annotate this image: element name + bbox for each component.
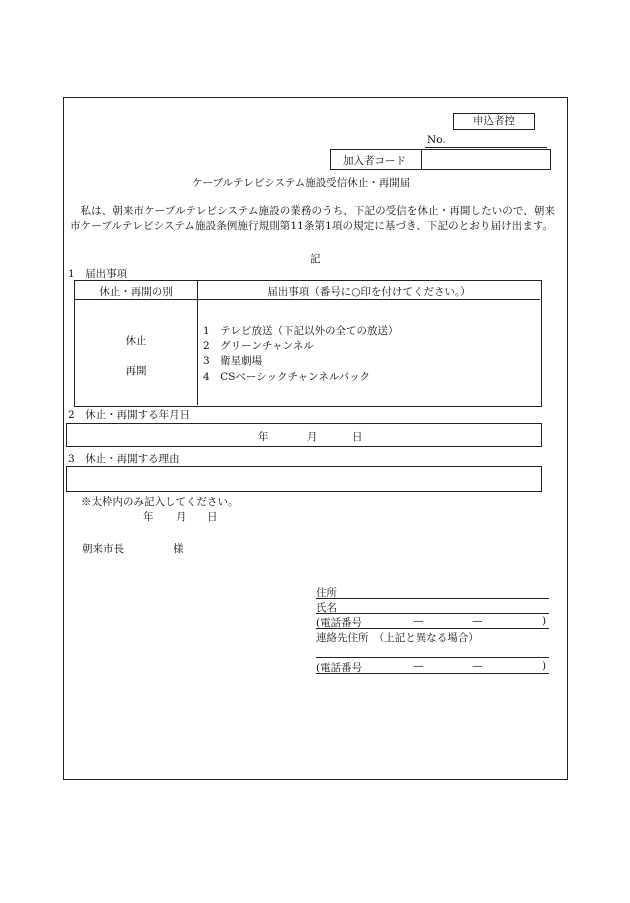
form-title: ケーブルテレビシステム施設受信休止・再開届	[192, 177, 411, 189]
date-field[interactable]	[66, 423, 542, 447]
subscriber-code-label: 加入者コード	[343, 155, 406, 167]
addressee-name: 朝来市長	[82, 543, 124, 555]
phone-dash-1: —	[413, 615, 424, 627]
subscriber-code-box	[330, 149, 551, 170]
applicant-copy-label: 申込者控	[473, 115, 515, 127]
contact-phone-open: (電話番号	[316, 662, 363, 674]
contact-phone-close: )	[542, 660, 547, 672]
contact-phone-line[interactable]	[316, 673, 549, 674]
submission-month-label: 月	[176, 511, 187, 523]
address-label: 住所	[316, 587, 337, 599]
phone-line[interactable]	[316, 628, 549, 629]
section1-header-divider	[75, 299, 540, 300]
no-underline	[425, 147, 547, 148]
item-option-4[interactable]: 4 CSベーシックチャンネルパック	[203, 371, 371, 383]
date-month-label: 月	[307, 431, 318, 443]
date-year-label: 年	[258, 431, 269, 443]
no-label: No.	[427, 134, 446, 146]
phone-close: )	[542, 615, 547, 627]
submission-year-label: 年	[143, 511, 154, 523]
address-line[interactable]	[316, 598, 549, 599]
section3-heading: 3 休止・再開する理由	[68, 453, 180, 465]
contact-phone-dash-1: —	[413, 660, 424, 672]
contact-address-line[interactable]	[316, 657, 549, 658]
type-option-resume[interactable]: 再開	[125, 365, 147, 377]
name-line[interactable]	[316, 613, 549, 614]
addressee-honorific: 様	[173, 543, 184, 555]
ki-label: 記	[310, 253, 321, 265]
phone-open: (電話番号	[316, 617, 363, 629]
body-paragraph: 私は、朝来市ケーブルテレビシステム施設の業務のうち、下記の受信を休止・再開したいので、朝来市ケーブルテレビシステム施設条例施行規則第11条第1項の規定に基づき、下記のとおり届け出ます。	[70, 205, 556, 232]
col-items-header: 届出事項（番号に○印を付けてください。）	[267, 286, 471, 298]
item-option-2[interactable]: 2 グリーンチャンネル	[203, 340, 314, 352]
subscriber-code-field[interactable]	[427, 153, 545, 167]
submission-day-label: 日	[207, 511, 218, 523]
contact-phone-dash-2: —	[472, 660, 483, 672]
item-option-1[interactable]: 1 テレビ放送（下記以外の全ての放送）	[203, 325, 399, 337]
section1-heading: 1 届出事項	[68, 268, 128, 280]
date-day-label: 日	[352, 431, 363, 443]
name-label: 氏名	[316, 602, 337, 614]
type-option-suspend[interactable]: 休止	[125, 335, 147, 347]
item-option-3[interactable]: 3 衛星劇場	[203, 355, 263, 367]
phone-dash-2: —	[472, 615, 483, 627]
applicant-copy-box	[453, 113, 535, 130]
contact-address-label: 連絡先住所 （上記と異なる場合）	[316, 632, 479, 644]
section2-heading: 2 休止・再開する年月日	[68, 409, 191, 421]
col-type-header: 休止・再開の別	[99, 286, 173, 298]
instruction-note: ※太枠内のみ記入してください。	[81, 496, 239, 508]
subscriber-code-divider	[421, 150, 422, 169]
reason-field[interactable]	[66, 466, 542, 492]
